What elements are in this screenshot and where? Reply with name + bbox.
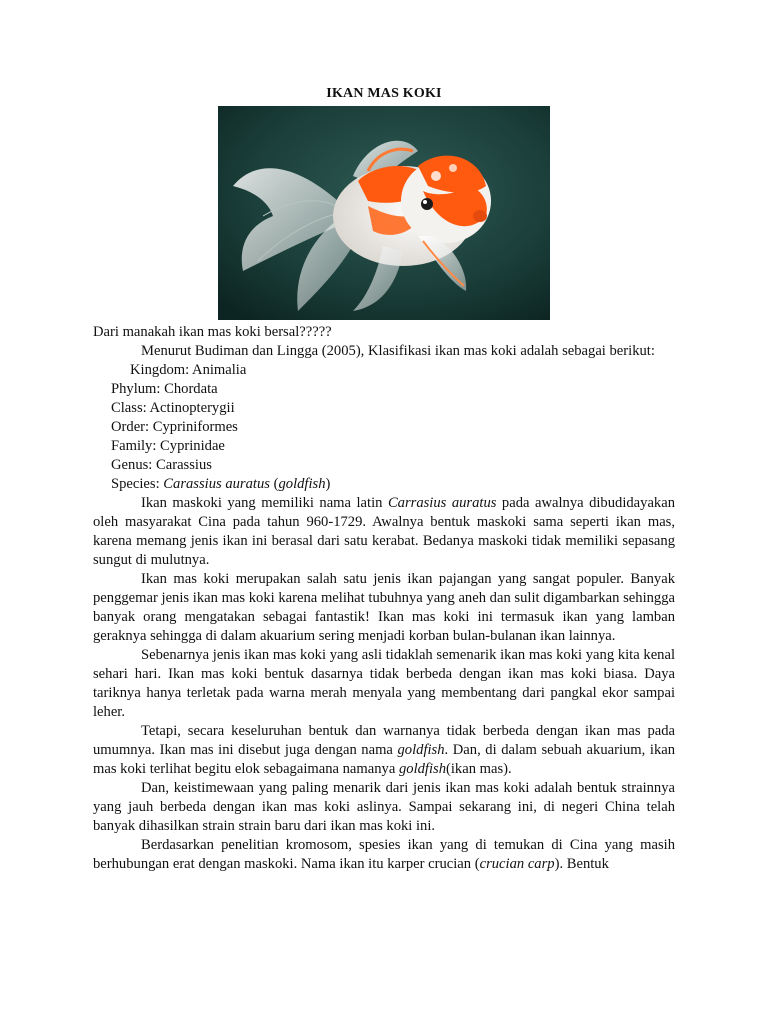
classification-species <box>93 475 675 494</box>
paragraph-4-text-a: Tetapi, secara keseluruhan bentuk dan warnanya tidak berbeda dengan ikan mas pada umumnya. Ikan mas ini disebut juga dengan nama <box>93 723 675 758</box>
classification-genus: Genus: Carassius <box>111 457 212 473</box>
goldfish-photo <box>218 106 550 320</box>
classification-class: Class: Actinopterygii <box>111 400 235 416</box>
document-body <box>93 323 675 874</box>
paragraph-4 <box>93 722 675 779</box>
species-common: goldfish <box>278 476 326 492</box>
classification-order: Order: Cypriniformes <box>111 419 238 435</box>
species-latin: Carassius auratus <box>163 476 270 492</box>
paragraph-3: Sebenarnya jenis ikan mas koki yang asli tidaklah semenarik ikan mas koki yang kita kenal sehari hari. Ikan mas koki bentuk dasarnya tidak berbeda dengan ikan mas koki biasa. Daya tariknya hanya terletak pada warna merah menyala yang membentang dari pangkal ekor sampai leher. <box>93 647 675 720</box>
species-label: Species: <box>111 476 164 492</box>
species-paren-close: ) <box>325 476 331 492</box>
paragraph-4-italic-1: goldfish <box>397 742 445 758</box>
paragraph-1-text-a: Ikan maskoki yang memiliki nama latin <box>141 495 388 511</box>
paragraph-6-text-b: ). Bentuk <box>554 856 609 872</box>
paragraph-5: Dan, keistimewaan yang paling menarik dari jenis ikan mas koki adalah bentuk strainnya yang jauh berbeda dengan ikan mas koki aslinya. Sampai sekarang ini, di negeri China telah banyak dihasilkan strain strain baru dari ikan mas koki ini. <box>93 780 675 834</box>
paragraph-6-italic-1: crucian carp <box>479 856 555 872</box>
document-title: IKAN MAS KOKI <box>326 86 442 101</box>
paragraph-1 <box>93 494 675 570</box>
classification-phylum: Phylum: Chordata <box>111 381 218 397</box>
paragraph-4-italic-2: goldfish <box>398 761 446 777</box>
classification-family: Family: Cyprinidae <box>111 438 225 454</box>
intro-paragraph: Menurut Budiman dan Lingga (2005), Klasifikasi ikan mas koki adalah sebagai berikut: <box>141 343 655 359</box>
classification-kingdom: Kingdom: Animalia <box>130 362 247 378</box>
classification-list <box>93 361 675 494</box>
paragraph-2: Ikan mas koki merupakan salah satu jenis ikan pajangan yang sangat populer. Banyak penggemar jenis ikan mas koki karena melihat tubuhnya yang aneh dan sulit digambarkan sehingga banyak orang mengatakan sebagai fantastik! Ikan mas koki ini termasuk ikan yang lamban geraknya sehingga di dalam akuarium sering menjadi korban bulan-bulanan ikan lainnya. <box>93 571 675 644</box>
paragraph-1-latin: Carrasius auratus <box>387 495 497 511</box>
paragraph-4-text-c: (ikan mas). <box>446 761 512 777</box>
species-paren-open: ( <box>269 476 279 492</box>
paragraph-1-text-b: pada awalnya dibudidayakan oleh masyarakat Cina pada tahun 960-1729. Awalnya bentuk maskoki sama seperti ikan mas, karena memang jenis ikan ini berasal dari satu kerabat. Bedanya maskoki tidak memiliki sepasang sungut di mulutnya. <box>93 495 675 568</box>
paragraph-6 <box>93 836 675 874</box>
paragraph-6-text-a: Berdasarkan penelitian kromosom, spesies ikan yang di temukan di Cina yang masih berhubungan erat dengan maskoki. Nama ikan itu karper crucian ( <box>93 837 675 872</box>
paragraph-4-text-b: . Dan, di dalam sebuah akuarium, ikan mas koki terlihat begitu elok sebagaimana namanya <box>93 742 676 777</box>
question-line: Dari manakah ikan mas koki bersal????? <box>93 324 332 340</box>
